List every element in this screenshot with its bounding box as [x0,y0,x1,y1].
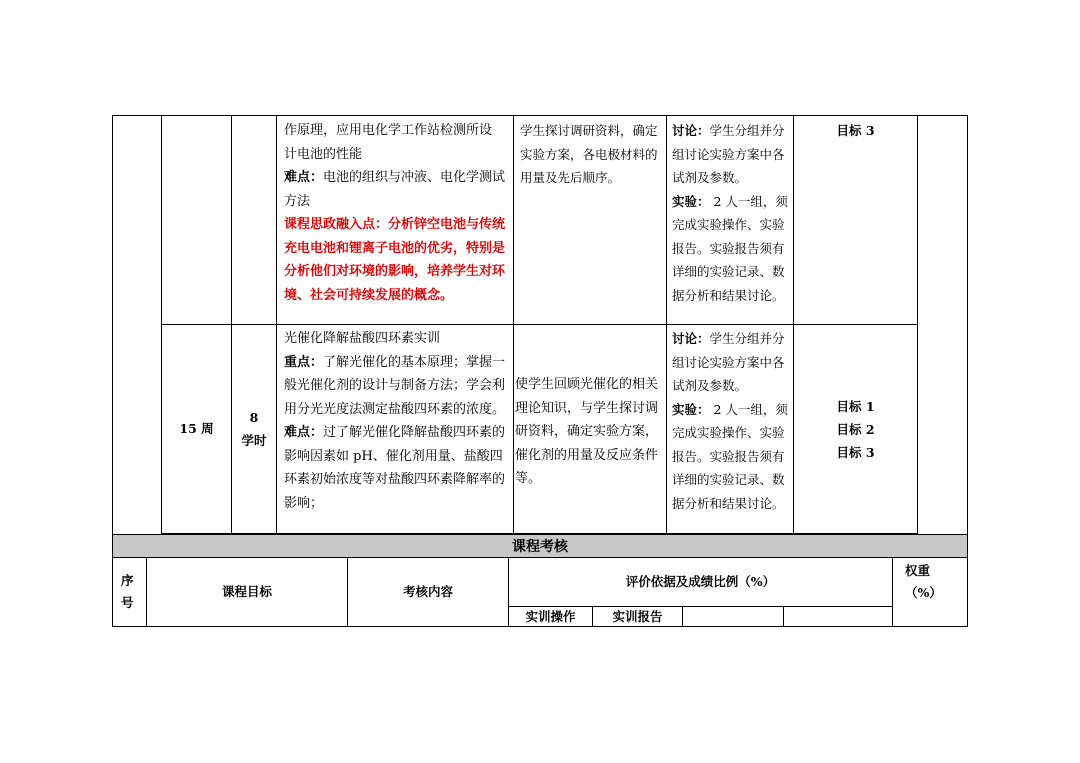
row1-content-line-2: 计电池的性能 [284,146,363,162]
assess-basis-label: 评价依据及成绩比例（%） [625,574,776,590]
row2-method-cell [515,373,665,491]
row2-key-text: 了解光催化的基本原理；掌握一般光催化剂的设计与制备方法；学会利用分光光度法测定盐酸四环素的浓度。 [284,354,506,417]
row2-discussion-text: 学生分组并分组讨论实验方案中各试剂及参数。 [672,331,785,393]
row1-activity-cell [672,119,790,307]
row2-method-text: 使学生回顾光催化的相关理论知识，与学生探讨调研资料，确定实验方案，催化剂的用量及反应条件等。 [515,377,659,486]
row2-hours-unit: 学时 [241,433,267,448]
row1-difficulty [284,166,510,213]
row1-discussion-label: 讨论： [672,123,710,138]
row1-discussion-text: 学生分组并分组讨论实验方案中各试剂及参数。 [672,123,785,185]
row1-ideology-text: 课程思政融入点：分析锌空电池与传统充电电池和锂离子电池的优劣，特别是分析他们对环境的影响，培养学生对环境、社会可持续发展的概念。 [284,217,506,303]
row1-experiment [672,190,790,308]
row2-activity-cell [672,327,790,515]
assess-sub-sep-3 [783,606,784,627]
assess-weight-header [893,558,967,606]
row2-key [284,351,510,422]
row2-title: 光催化降解盐酸四环素实训 [284,331,441,346]
row2-key-label: 重点： [284,354,324,370]
row2-hours-num: 8 [249,409,259,425]
row2-hours-cell [232,325,276,533]
assess-sub-report: 实训报告 [612,609,663,625]
assess-sub-operation-cell [509,607,592,627]
row1-method-text: 学生探讨调研资料，确定实验方案，各电极材料的用量及先后顺序。 [520,123,658,185]
row2-target-2: 目标 2 [836,421,875,437]
assess-index-header [113,558,146,626]
row1-target-cell [794,119,917,143]
row2-week: 15 周 [179,421,214,437]
row1-method-cell [520,119,662,190]
row1-experiment-text: 2 人一组，须完成实验操作、实验报告。实验报告须有详细的实验记录、数据分析和结果讨论。 [672,193,788,303]
row1-content-cell [284,119,510,307]
assess-goal-header [147,558,347,626]
assess-sub-operation: 实训操作 [525,609,576,625]
row2-discussion [672,327,790,398]
assess-weight-label: 权重（%） [905,563,942,600]
row2-target-1: 目标 1 [836,398,875,414]
row2-difficulty-text: 过了解光催化降解盐酸四环素的影响因素如 pH、催化剂用量、盐酸四环素初始浓度等对盐酸四环素降解率的影响； [284,425,506,511]
row2-experiment-label: 实验： [672,401,710,417]
assess-index-label: 序号 [121,573,134,610]
assessment-title: 课程考核 [512,539,568,555]
row1-experiment-label: 实验： [672,193,710,209]
row2-week-cell [162,325,231,533]
row2-target-3: 目标 3 [836,444,875,460]
row1-difficulty-label: 难点： [284,170,324,185]
row2-experiment [672,398,790,516]
row1-content-line-1: 作原理，应用电化学工作站检测所设 [284,123,493,138]
row2-content-cell [284,327,510,515]
row2-target-cell [794,325,917,533]
assess-content-header [348,558,508,626]
assess-sub-sep-2 [682,606,683,627]
assess-sub-report-cell [593,607,682,627]
row1-target-1: 目标 3 [836,123,875,138]
row1-difficulty-text: 电池的组织与冲液、电化学测试方法 [284,170,506,209]
assess-basis-header [509,558,892,606]
row1-discussion [672,119,790,190]
assess-goal-label: 课程目标 [221,584,272,600]
row2-discussion-label: 讨论： [672,331,710,346]
row2-difficulty [284,421,510,515]
assess-content-label: 考核内容 [402,584,453,600]
row2-difficulty-label: 难点： [284,425,324,440]
assessment-title-bar [112,534,968,558]
row2-experiment-text: 2 人一组，须完成实验操作、实验报告。实验报告须有详细的实验记录、数据分析和结果讨论。 [672,401,788,511]
